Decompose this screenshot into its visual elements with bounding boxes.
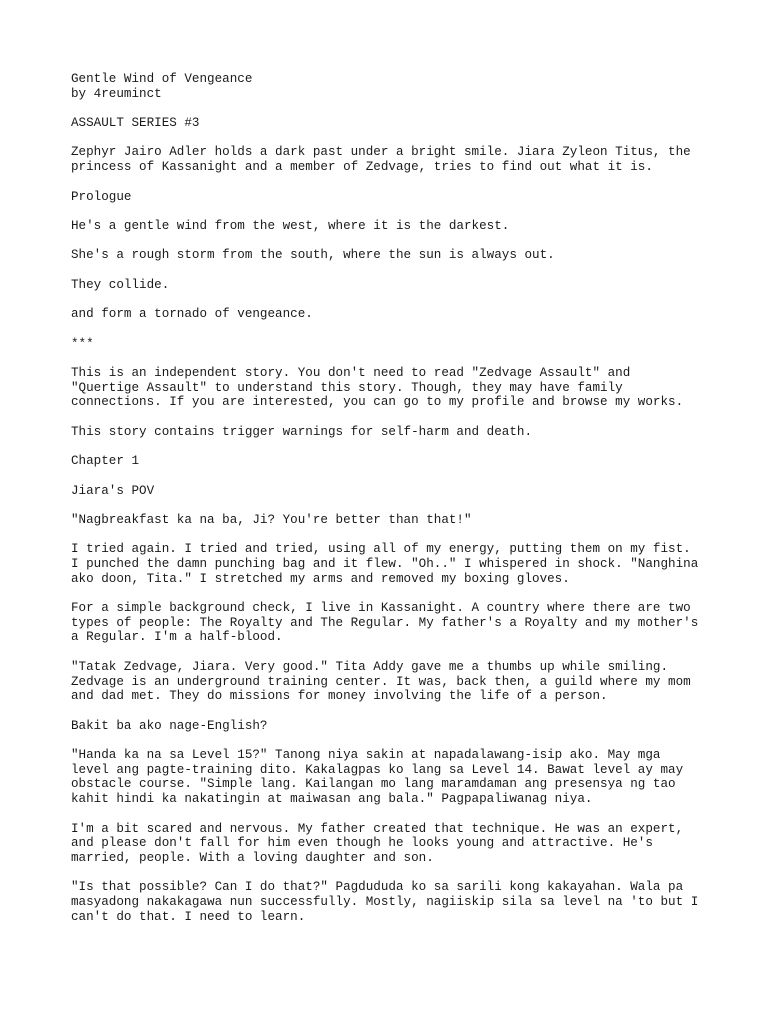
text-line: *** xyxy=(71,336,94,351)
paragraph xyxy=(71,278,731,293)
text-line: "Quertige Assault" to understand this story. Though, they may have family xyxy=(71,380,623,395)
text-line: Prologue xyxy=(71,189,132,204)
text-line: and please don't fall for him even though he looks young and attractive. He's xyxy=(71,836,653,851)
text-line: by 4reuminct xyxy=(71,86,162,101)
text-line: princess of Kassanight and a member of Zedvage, tries to find out what it is. xyxy=(71,160,653,175)
text-line: This story contains trigger warnings for self-harm and death. xyxy=(71,424,533,439)
paragraph xyxy=(71,719,731,734)
text-line: He's a gentle wind from the west, where it is the darkest. xyxy=(71,218,510,233)
text-line: Gentle Wind of Vengeance xyxy=(71,72,253,86)
paragraph xyxy=(71,454,731,469)
paragraph xyxy=(71,542,731,586)
text-line: and form a tornado of vengeance. xyxy=(71,307,313,322)
text-line: "Nagbreakfast ka na ba, Ji? You're better than that!" xyxy=(71,512,472,527)
text-line: a Regular. I'm a half-blood. xyxy=(71,630,283,645)
text-line: Chapter 1 xyxy=(71,454,140,469)
text-line: Zedvage is an underground training center. It was, back then, a guild where my mom xyxy=(71,674,691,689)
text-line: types of people: The Royalty and The Regular. My father's a Royalty and my mother's xyxy=(71,615,699,630)
text-line: ako doon, Tita." I stretched my arms and removed my boxing gloves. xyxy=(71,571,570,586)
text-line: can't do that. I need to learn. xyxy=(71,909,306,924)
text-line: Zephyr Jairo Adler holds a dark past under a bright smile. Jiara Zyleon Titus, the xyxy=(71,145,691,160)
paragraph xyxy=(71,72,731,101)
paragraph xyxy=(71,660,731,704)
paragraph xyxy=(71,822,731,866)
paragraph xyxy=(71,190,731,205)
paragraph xyxy=(71,484,731,499)
paragraph xyxy=(71,366,731,410)
paragraph xyxy=(71,116,731,131)
paragraph xyxy=(71,748,731,807)
text-line: Jiara's POV xyxy=(71,483,155,498)
text-line: They collide. xyxy=(71,277,170,292)
text-line: I tried again. I tried and tried, using all of my energy, putting them on my fist. xyxy=(71,542,691,557)
text-line: masyadong nakakagawa nun successfully. Mostly, nagiiskip sila sa level na 'to but I xyxy=(71,895,699,910)
paragraph xyxy=(71,307,731,322)
paragraph xyxy=(71,601,731,645)
paragraph xyxy=(71,880,731,924)
paragraph xyxy=(71,248,731,263)
text-line: obstacle course. "Simple lang. Kailangan mo lang maramdaman ang presensya ng tao xyxy=(71,777,676,792)
paragraph xyxy=(71,425,731,440)
paragraph xyxy=(71,219,731,234)
text-line: and dad met. They do missions for money involving the life of a person. xyxy=(71,689,608,704)
text-line: "Is that possible? Can I do that?" Pagdududa ko sa sarili kong kakayahan. Wala pa xyxy=(71,880,684,895)
document-page xyxy=(71,72,731,939)
text-line: This is an independent story. You don't need to read "Zedvage Assault" and xyxy=(71,365,631,380)
text-line: connections. If you are interested, you can go to my profile and browse my works. xyxy=(71,395,684,410)
paragraph xyxy=(71,337,731,352)
text-line: "Tatak Zedvage, Jiara. Very good." Tita Addy gave me a thumbs up while smiling. xyxy=(71,659,669,674)
text-line: Bakit ba ako nage-English? xyxy=(71,718,268,733)
paragraph xyxy=(71,145,731,174)
text-line: I punched the damn punching bag and it flew. "Oh.." I whispered in shock. "Nanghina xyxy=(71,556,699,571)
text-line: She's a rough storm from the south, where the sun is always out. xyxy=(71,248,555,263)
text-line: kahit hindi ka nakatingin at maiwasan ang bala." Pagpapaliwanag niya. xyxy=(71,792,593,807)
text-line: I'm a bit scared and nervous. My father created that technique. He was an expert, xyxy=(71,821,684,836)
paragraph xyxy=(71,513,731,528)
text-line: level ang pagte-training dito. Kakalagpas ko lang sa Level 14. Bawat level ay may xyxy=(71,762,684,777)
text-line: For a simple background check, I live in Kassanight. A country where there are two xyxy=(71,601,691,616)
text-line: ASSAULT SERIES #3 xyxy=(71,116,200,131)
text-line: married, people. With a loving daughter and son. xyxy=(71,850,434,865)
text-line: "Handa ka na sa Level 15?" Tanong niya sakin at napadalawang-isip ako. May mga xyxy=(71,748,661,763)
